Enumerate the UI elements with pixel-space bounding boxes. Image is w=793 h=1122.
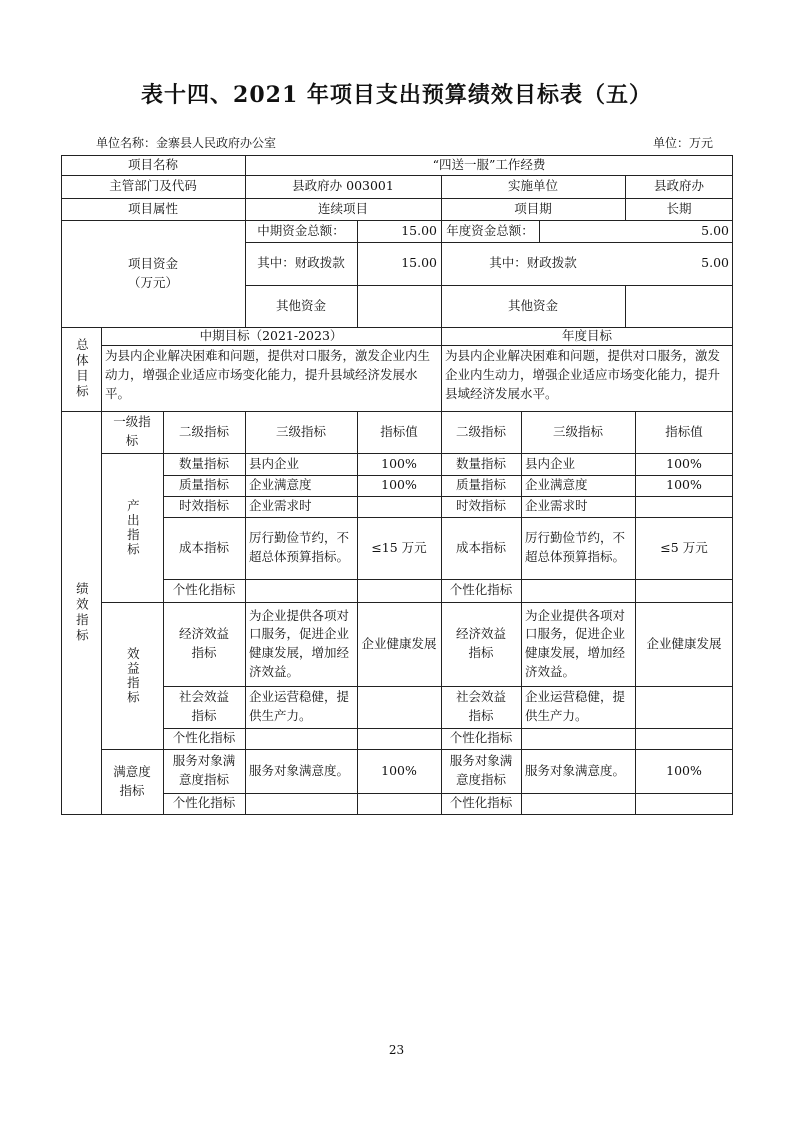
unit-name: 单位名称：金寨县人民政府办公室 <box>96 136 277 150</box>
table-line <box>61 814 733 815</box>
table-row-social-year-l3: 企业运营稳健，提供生产力。 <box>525 689 626 723</box>
table-row-service-val: 100% <box>381 762 417 778</box>
table-row-cost-year-val: ≤5 万元 <box>660 539 708 555</box>
table-row-personal-benefit-year-l2: 个性化指标 <box>449 730 513 746</box>
table-row-cost-year-l3: 厉行勤俭节约，不超总体预算指标。 <box>525 530 626 564</box>
table-row-quality-year-l3: 企业满意度 <box>525 477 588 493</box>
dept-label: 主管部门及代码 <box>109 178 197 194</box>
table-row-cost-l2: 成本指标 <box>178 539 229 555</box>
col-level3-mid: 三级指标 <box>275 423 326 439</box>
table-line <box>625 285 626 327</box>
satisfaction-indicators-label: 满意度指标 <box>113 763 151 798</box>
table-row-quality-l2: 质量指标 <box>178 477 229 493</box>
year-goal-text: 为县内企业解决困难和问题，提供对口服务，激发企业内生动力，增强企业适应市场变化能力，提升县域经济发展水平。 <box>445 348 721 401</box>
year-goal-header: 年度目标 <box>561 327 612 343</box>
mid-total-label: 中期资金总额： <box>257 222 345 238</box>
page-number: 23 <box>388 1043 405 1057</box>
benefit-indicators-label: 效益指标 <box>125 646 141 705</box>
table-row-economic-val: 企业健康发展 <box>361 635 437 651</box>
performance-table <box>61 155 733 815</box>
table-row-service-l2: 服务对象满意度指标 <box>172 753 236 787</box>
year-other-label: 其他资金 <box>507 297 558 313</box>
table-row-economic-year-val: 企业健康发展 <box>646 635 722 651</box>
mid-goal-header: 中期目标（2021-2023） <box>199 327 343 343</box>
period-label: 项目期 <box>514 200 552 216</box>
col-level1: 一级指标 <box>113 414 151 448</box>
project-name-value: “四送一服”工作经费 <box>432 156 546 172</box>
table-row-timeliness-l3: 企业需求时 <box>249 498 312 514</box>
indicators-side-label: 绩效指标 <box>74 581 90 644</box>
table-row-quality-year-l2: 质量指标 <box>455 477 506 493</box>
mid-goal-text: 为县内企业解决困难和问题，提供对口服务，激发企业内生动力，增强企业适应市场变化能力，提升县域经济发展水平。 <box>105 348 431 401</box>
year-total-label: 年度资金总额： <box>446 222 534 238</box>
goals-side-label: 总体目标 <box>74 338 90 400</box>
period-value: 长期 <box>666 200 692 216</box>
table-row-timeliness-val <box>357 496 441 517</box>
table-row-cost-val: ≤15 万元 <box>371 539 427 555</box>
dept-value: 县政府办 003001 <box>292 178 394 194</box>
table-row-quantity-l2: 数量指标 <box>178 455 229 471</box>
table-row-personal-satisfaction-year-l2: 个性化指标 <box>449 795 513 811</box>
table-row-quantity-year-val: 100% <box>666 455 702 471</box>
table-row-service-l3: 服务对象满意度。 <box>249 762 350 778</box>
col-level2-year: 二级指标 <box>455 423 506 439</box>
table-row-timeliness-year-l3: 企业需求时 <box>525 498 588 514</box>
table-row-service-year-l2: 服务对象满意度指标 <box>449 753 513 787</box>
table-row-cost-year-l2: 成本指标 <box>455 539 506 555</box>
table-row-quantity-year-l3: 县内企业 <box>525 455 576 471</box>
table-row-timeliness-year-val <box>635 496 733 517</box>
table-row-social-year-l2: 社会效益指标 <box>455 689 506 723</box>
table-row-personal-satisfaction-l2: 个性化指标 <box>172 795 236 811</box>
table-row-social-l2: 社会效益指标 <box>178 689 229 723</box>
table-row-cost-l3: 厉行勤俭节约，不超总体预算指标。 <box>249 530 350 564</box>
table-row-quality-val: 100% <box>381 477 417 493</box>
attr-label: 项目属性 <box>127 200 178 216</box>
year-fiscal-label: 其中：财政拨款 <box>489 255 577 271</box>
mid-total-value: 15.00 <box>401 222 437 238</box>
funds-label: 项目资金 （万元） <box>127 255 178 290</box>
table-row-timeliness-l2: 时效指标 <box>178 498 229 514</box>
table-row-timeliness-year-l2: 时效指标 <box>455 498 506 514</box>
table-row-social-l3: 企业运营稳健，提供生产力。 <box>249 689 350 723</box>
table-row-social-val <box>357 686 441 728</box>
table-row-quantity-year-l2: 数量指标 <box>455 455 506 471</box>
mid-other-label: 其他资金 <box>275 297 326 313</box>
impl-label: 实施单位 <box>507 178 558 194</box>
table-row-service-year-val: 100% <box>666 762 702 778</box>
mid-fiscal-value: 15.00 <box>401 255 437 271</box>
table-row-personal-output-l2: 个性化指标 <box>172 582 236 598</box>
col-value-year: 指标值 <box>665 423 703 439</box>
table-row-personal-output-year-l2: 个性化指标 <box>449 582 513 598</box>
col-level3-year: 三级指标 <box>552 423 603 439</box>
attr-value: 连续项目 <box>317 200 368 216</box>
year-fiscal-value: 5.00 <box>701 255 729 271</box>
table-row-quality-year-val: 100% <box>666 477 702 493</box>
table-row-service-year-l3: 服务对象满意度。 <box>525 762 626 778</box>
table-row-quantity-l3: 县内企业 <box>249 455 300 471</box>
table-row-economic-l3: 为企业提供各项对口服务，促进企业健康发展，增加经济效益。 <box>249 607 350 679</box>
table-row-economic-l2: 经济效益指标 <box>178 626 229 660</box>
table-row-quantity-val: 100% <box>381 455 417 471</box>
table-row-social-year-val <box>635 686 733 728</box>
project-name-label: 项目名称 <box>127 156 178 172</box>
page-title: 表十四、2021 年项目支出预算绩效目标表（五） <box>141 82 652 108</box>
mid-fiscal-label: 其中：财政拨款 <box>257 255 345 271</box>
col-value-mid: 指标值 <box>380 423 418 439</box>
unit-label: 单位：万元 <box>652 136 713 150</box>
table-row-economic-year-l3: 为企业提供各项对口服务，促进企业健康发展，增加经济效益。 <box>525 607 626 679</box>
impl-value: 县政府办 <box>653 178 704 194</box>
table-row-economic-year-l2: 经济效益指标 <box>455 626 506 660</box>
table-row-personal-benefit-l2: 个性化指标 <box>172 730 236 746</box>
output-indicators-label: 产出指标 <box>125 498 141 557</box>
year-total-value: 5.00 <box>701 222 729 238</box>
table-row-quality-l3: 企业满意度 <box>249 477 312 493</box>
col-level2-mid: 二级指标 <box>178 423 229 439</box>
